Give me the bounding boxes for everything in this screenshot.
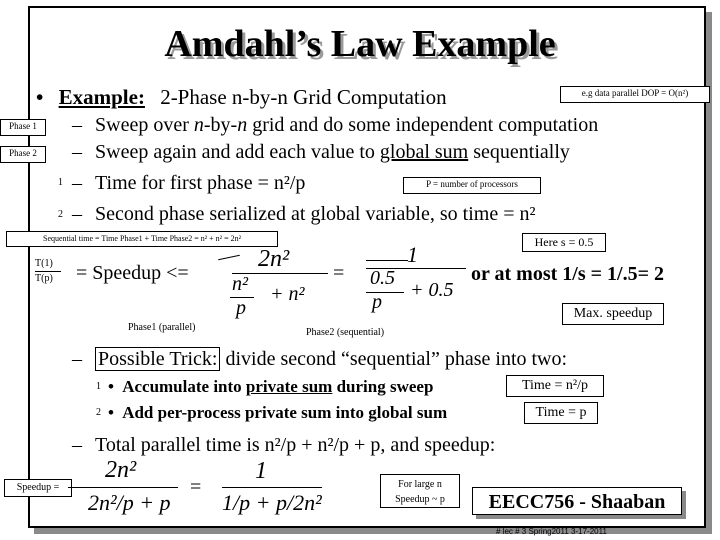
sequential-time-note: Sequential time = Time Phase1 + Time Phase2 = n² + n² = 2n²: [6, 231, 278, 247]
example-text: 2-Phase n-by-n Grid Computation: [160, 85, 447, 109]
trick-box: Possible Trick:: [95, 347, 220, 371]
step2-number: 2: [96, 407, 101, 418]
formula3-eq: =: [190, 476, 202, 498]
formula2-eq: =: [333, 262, 345, 284]
formula2-den-c: + 0.5: [410, 279, 454, 301]
phase2-text-a: Sweep again and add each value to: [95, 141, 380, 163]
here-s-note: Here s = 0.5: [522, 233, 606, 252]
phase1-text-c: grid and do some independent computation: [247, 114, 599, 136]
large-n-note: [380, 474, 460, 508]
phase2-tag: Phase 2: [0, 146, 46, 163]
formula2-den-a: 0.5: [370, 267, 395, 289]
total-text: Total parallel time is n²/p + n²/p + p, and speedup:: [95, 434, 496, 456]
formula1-den-b: p: [236, 297, 246, 319]
step1-line: [108, 377, 433, 397]
trick-line: [72, 348, 567, 371]
formula2-den-b: p: [372, 291, 382, 313]
time1-line: [72, 172, 305, 195]
bullet: •: [108, 403, 114, 422]
ratio-num: T(1): [35, 258, 53, 269]
formula3-num2: 1: [255, 458, 267, 484]
slide-footer: # lec # 3 Spring2011 3-17-2011: [496, 527, 607, 536]
course-tag: EECC756 - Shaaban: [472, 487, 682, 515]
bullet: •: [36, 85, 44, 109]
formula2-top-line: [366, 260, 408, 261]
ratio-line: [35, 271, 61, 272]
private-sum: private sum: [245, 377, 333, 396]
dash: –: [72, 172, 82, 194]
time1-number: 1: [58, 177, 63, 188]
time2-text: Second phase serialized at global variable, so time = n²: [95, 203, 536, 225]
or-at-most: or at most 1/s = 1/.5= 2: [471, 263, 664, 285]
formula3-line: [68, 487, 178, 488]
formula2-num: 1: [407, 242, 418, 267]
formula1-den-c: + n²: [270, 283, 305, 305]
var-n: n: [193, 114, 204, 136]
dop-note: e.g data parallel DOP = O(n²): [560, 86, 710, 103]
dash: –: [72, 348, 82, 370]
dash: –: [72, 114, 82, 136]
formula1-num: 2n²: [258, 246, 290, 272]
step2-text: Add per-process private sum into global sum: [122, 403, 448, 422]
var-n: n: [237, 114, 248, 136]
formula3-num: 2n²: [105, 457, 137, 483]
phase1-text-a: Sweep over: [95, 114, 194, 136]
time2-number: 2: [58, 209, 63, 220]
phase1-line: [72, 114, 598, 137]
step1-text-b: during sweep: [332, 377, 434, 396]
phase2-sequential-label: Phase2 (sequential): [306, 327, 385, 338]
step1-time-note: Time = n²/p: [506, 375, 604, 397]
time2-line: [72, 203, 535, 226]
formula1-den-a: n²: [232, 273, 248, 295]
max-speedup-note: Max. speedup: [562, 303, 664, 325]
large-n-line1: For large n: [398, 479, 442, 490]
time1-text: Time for first phase = n²/p: [95, 172, 306, 194]
step1-text-a: Accumulate into: [122, 377, 246, 396]
dash: –: [72, 141, 82, 163]
formula3-den: 2n²/p + p: [88, 490, 171, 515]
p-note: P = number of processors: [403, 177, 541, 194]
speedup-label: = Speedup <=: [76, 262, 189, 284]
trick-text: divide second “sequential” phase into two:: [225, 348, 568, 370]
formula3-den2: 1/p + p/2n²: [222, 490, 322, 515]
phase1-parallel-label: Phase1 (parallel): [128, 322, 196, 333]
phase1-text-b: -by-: [203, 114, 238, 136]
step2-line: [108, 403, 447, 423]
slide-title: Amdahl’s Law Example: [164, 23, 556, 65]
total-line: [72, 434, 495, 457]
step2-time-note: Time = p: [524, 402, 598, 424]
phase1-tag: Phase 1: [0, 119, 46, 136]
phase2-text-b: sequentially: [468, 141, 570, 163]
speedup-box: Speedup =: [4, 479, 72, 497]
ratio-den: T(p): [35, 273, 53, 284]
step1-number: 1: [96, 381, 101, 392]
formula3-line2: [222, 487, 322, 488]
large-n-line2: Speedup ~ p: [395, 494, 445, 505]
dash: –: [72, 434, 82, 456]
global-sum: global sum: [379, 141, 469, 163]
example-line: [36, 85, 447, 110]
example-label: Example:: [58, 85, 145, 109]
phase2-line: [72, 141, 570, 164]
bullet: •: [108, 377, 114, 396]
dash: –: [72, 203, 82, 225]
